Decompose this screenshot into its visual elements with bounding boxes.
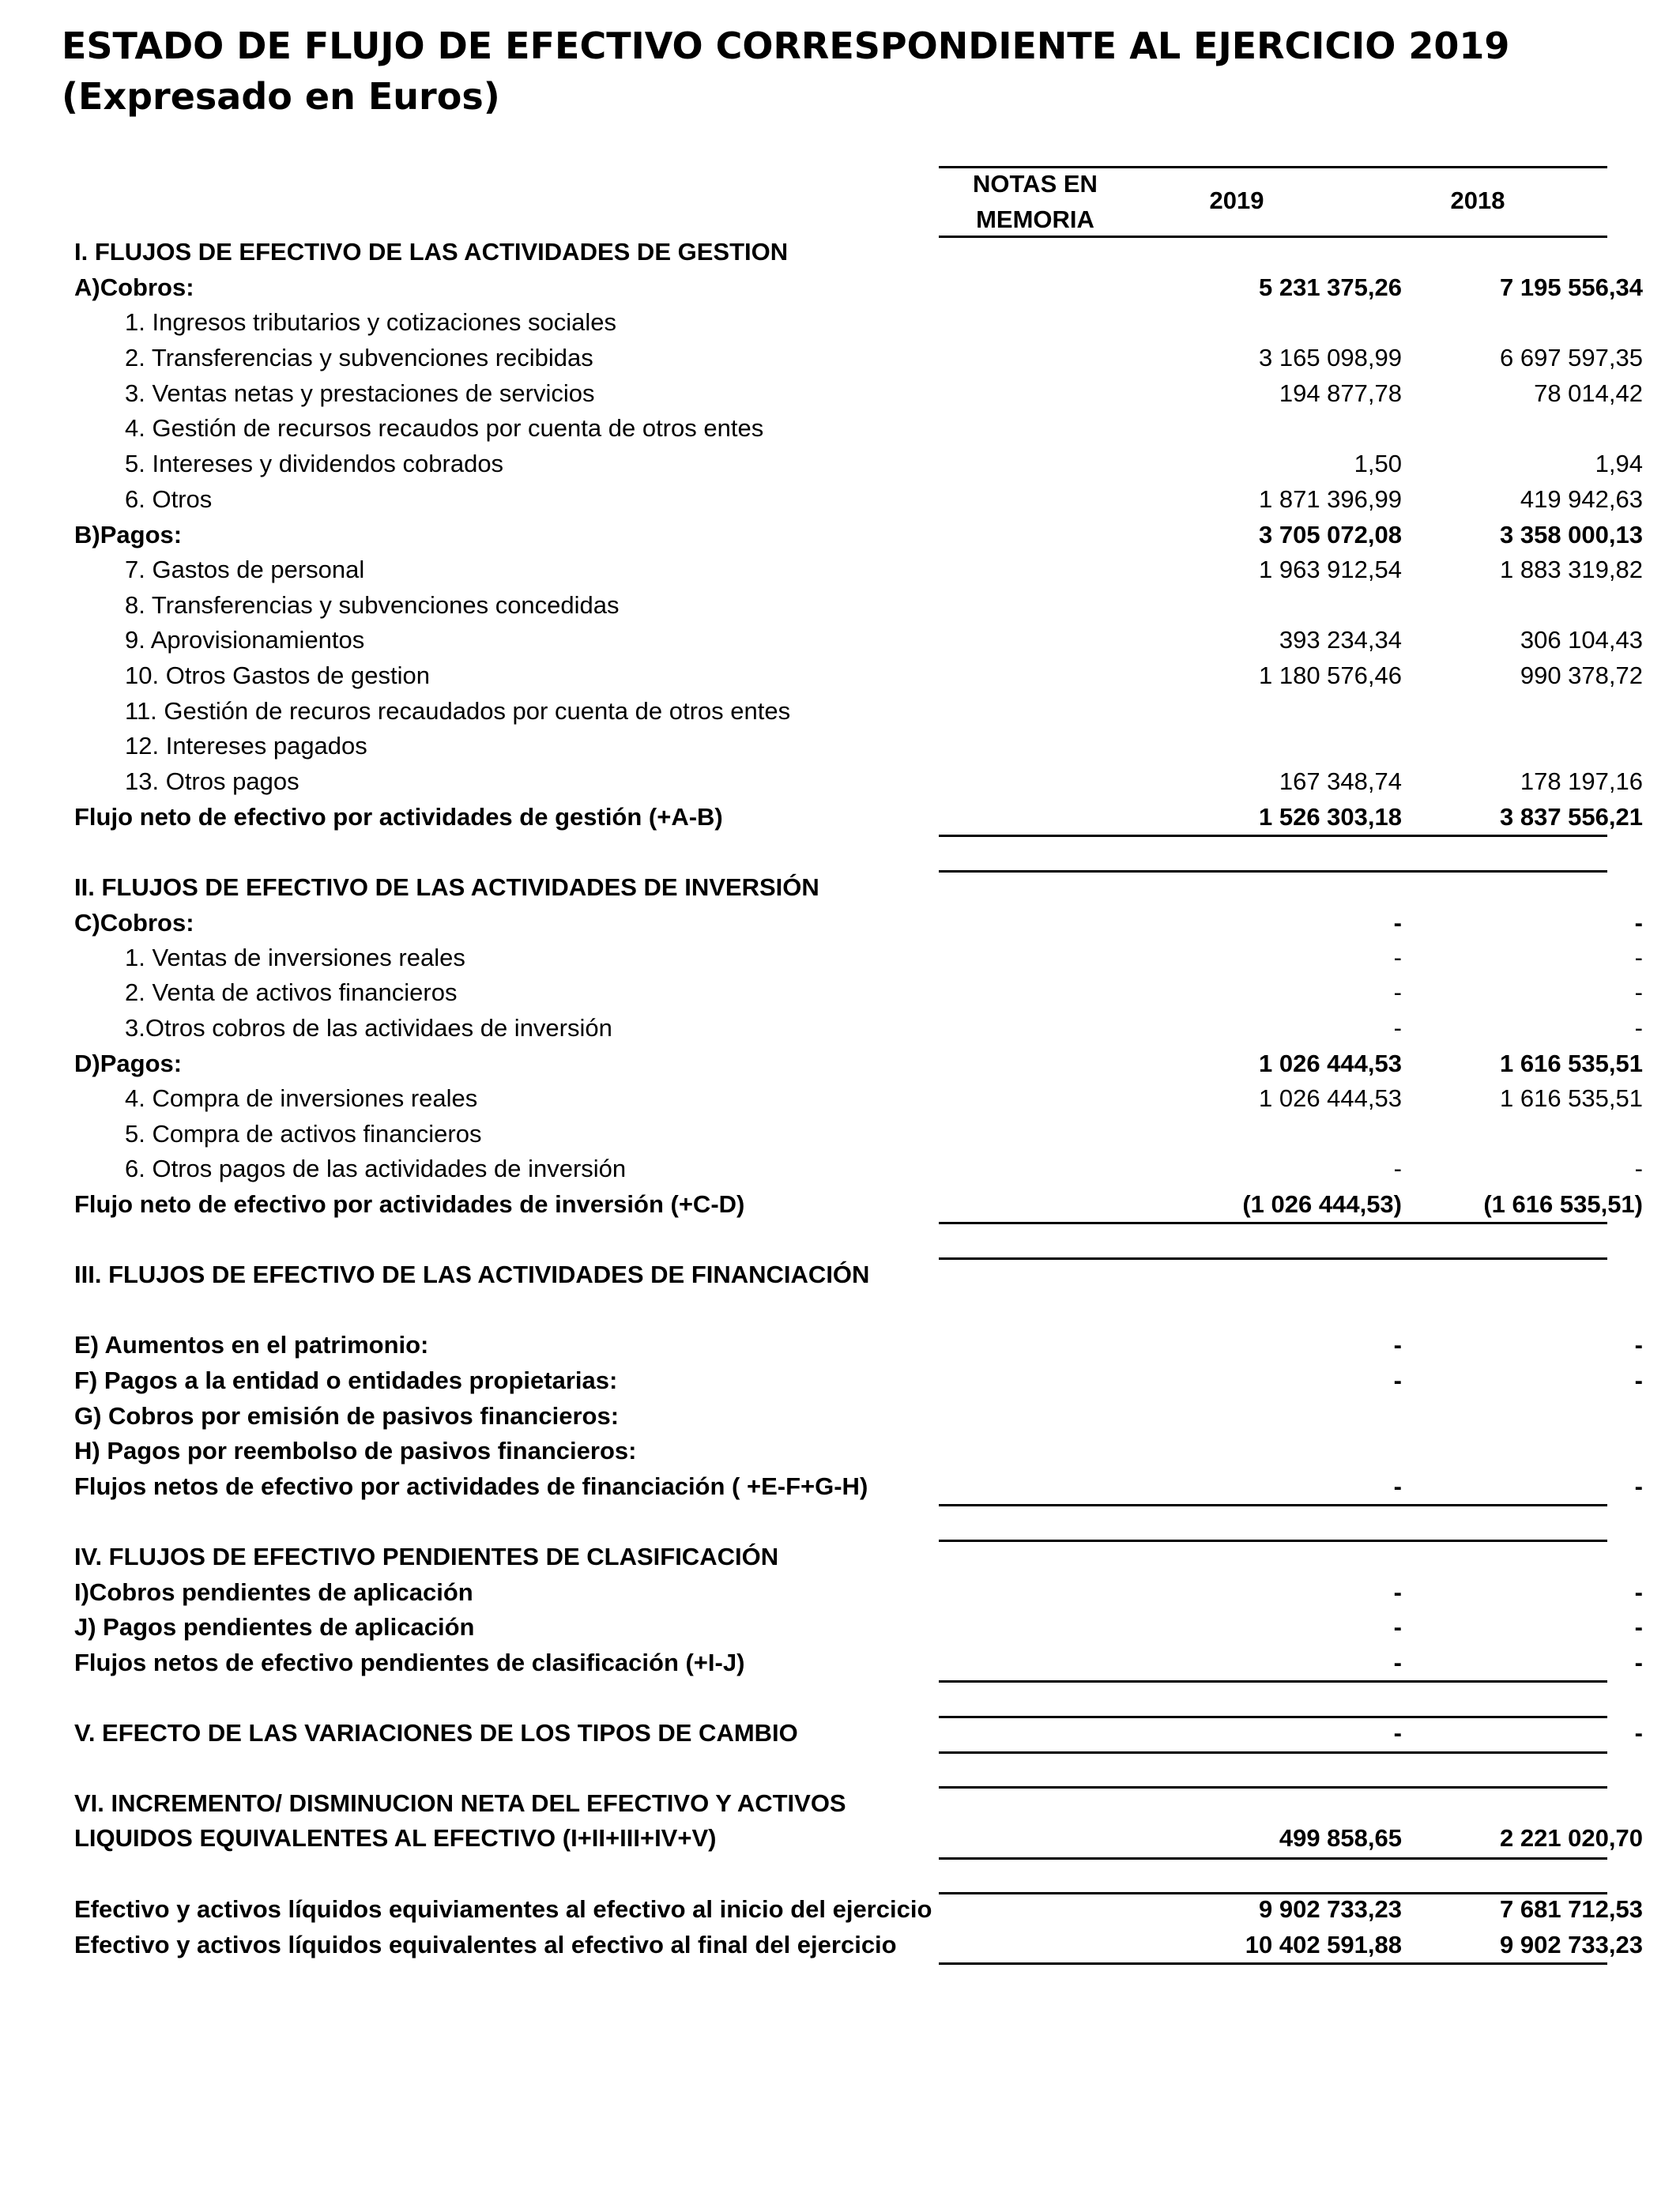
row-label: D)Pagos: bbox=[74, 1050, 183, 1077]
value-2019: 1 026 444,53 bbox=[1258, 1084, 1402, 1112]
value-2018: - bbox=[1634, 1155, 1643, 1182]
row-label: 8. Transferencias y subvenciones concedidas bbox=[125, 591, 620, 619]
header-bottom-rule bbox=[939, 236, 1607, 238]
value-2019: 167 348,74 bbox=[1279, 767, 1402, 795]
value-2018: 1,94 bbox=[1595, 450, 1643, 477]
row-label: III. FLUJOS DE EFECTIVO DE LAS ACTIVIDADES DE FINANCIACIÓN bbox=[74, 1261, 870, 1288]
header-notas-line1: NOTAS EN bbox=[973, 170, 1098, 198]
header-col-2018: 2018 bbox=[1450, 187, 1505, 214]
value-2018: - bbox=[1634, 1367, 1643, 1394]
section-rule bbox=[939, 1680, 1607, 1683]
value-2019: - bbox=[1393, 944, 1402, 971]
value-2018: - bbox=[1634, 1578, 1643, 1606]
value-2018: - bbox=[1634, 944, 1643, 971]
value-2018: - bbox=[1634, 1014, 1643, 1042]
row-label: A)Cobros: bbox=[74, 273, 194, 301]
row-label: Flujo neto de efectivo por actividades de gestión (+A-B) bbox=[74, 803, 723, 831]
row-label: 5. Intereses y dividendos cobrados bbox=[125, 450, 504, 477]
row-label: 4. Compra de inversiones reales bbox=[125, 1084, 478, 1112]
value-2019: 1 180 576,46 bbox=[1258, 662, 1402, 689]
value-2019: - bbox=[1393, 1367, 1402, 1394]
value-2019: - bbox=[1393, 978, 1402, 1006]
row-label: VI. INCREMENTO/ DISMINUCION NETA DEL EFECTIVO Y ACTIVOS bbox=[74, 1789, 846, 1817]
row-label: II. FLUJOS DE EFECTIVO DE LAS ACTIVIDADES DE INVERSIÓN bbox=[74, 873, 819, 901]
row-label: B)Pagos: bbox=[74, 521, 183, 548]
value-2019: (1 026 444,53) bbox=[1242, 1190, 1402, 1218]
value-2018: - bbox=[1634, 1649, 1643, 1676]
value-2019: 3 705 072,08 bbox=[1258, 521, 1402, 548]
value-2018: 306 104,43 bbox=[1520, 626, 1643, 654]
bottom-rule bbox=[939, 1962, 1607, 1965]
value-2019: - bbox=[1393, 1719, 1402, 1747]
value-2019: 10 402 591,88 bbox=[1245, 1931, 1402, 1958]
value-2018: 178 197,16 bbox=[1520, 767, 1643, 795]
row-label: E) Aumentos en el patrimonio: bbox=[74, 1331, 429, 1359]
row-label: 7. Gastos de personal bbox=[125, 556, 365, 583]
value-2019: - bbox=[1393, 1472, 1402, 1500]
row-label: 11. Gestión de recuros recaudados por cuenta de otros entes bbox=[125, 697, 791, 725]
document-subtitle: (Expresado en Euros) bbox=[62, 75, 500, 118]
section-rule bbox=[939, 1504, 1607, 1506]
value-2018: - bbox=[1634, 1719, 1643, 1747]
row-label: C)Cobros: bbox=[74, 909, 194, 937]
value-2019: 1 026 444,53 bbox=[1258, 1050, 1402, 1077]
row-label: Flujo neto de efectivo por actividades de inversión (+C-D) bbox=[74, 1190, 745, 1218]
header-notas-line2: MEMORIA bbox=[976, 205, 1094, 233]
row-label-line2: LIQUIDOS EQUIVALENTES AL EFECTIVO (I+II+III+IV+V) bbox=[74, 1824, 717, 1852]
value-2019: - bbox=[1393, 1155, 1402, 1182]
section-rule bbox=[939, 1751, 1607, 1754]
value-2018: 7 681 712,53 bbox=[1499, 1895, 1643, 1923]
row-label: 13. Otros pagos bbox=[125, 767, 299, 795]
value-2018: (1 616 535,51) bbox=[1483, 1190, 1643, 1218]
value-2019: 9 902 733,23 bbox=[1258, 1895, 1402, 1923]
row-label: IV. FLUJOS DE EFECTIVO PENDIENTES DE CLASIFICACIÓN bbox=[74, 1543, 779, 1570]
row-label: 10. Otros Gastos de gestion bbox=[125, 662, 430, 689]
row-label: 6. Otros pagos de las actividades de inversión bbox=[125, 1155, 627, 1182]
row-label: 2. Venta de activos financieros bbox=[125, 978, 458, 1006]
value-2018: 9 902 733,23 bbox=[1499, 1931, 1643, 1958]
row-label: G) Cobros por emisión de pasivos financieros: bbox=[74, 1402, 620, 1430]
value-2018: - bbox=[1634, 1613, 1643, 1641]
document-title: ESTADO DE FLUJO DE EFECTIVO CORRESPONDIENTE AL EJERCICIO 2019 bbox=[62, 25, 1510, 67]
row-label: I)Cobros pendientes de aplicación bbox=[74, 1578, 473, 1606]
value-2018: - bbox=[1634, 909, 1643, 937]
value-2019: 3 165 098,99 bbox=[1258, 344, 1402, 371]
row-label: J) Pagos pendientes de aplicación bbox=[74, 1613, 475, 1641]
value-2018: 6 697 597,35 bbox=[1499, 344, 1643, 371]
value-2018: - bbox=[1634, 1331, 1643, 1359]
value-2018: 3 358 000,13 bbox=[1499, 521, 1643, 548]
row-label: 2. Transferencias y subvenciones recibidas bbox=[125, 344, 593, 371]
row-label: Efectivo y activos líquidos equiviamentes al efectivo al inicio del ejercicio bbox=[74, 1895, 932, 1923]
row-label: 3.Otros cobros de las actividaes de inversión bbox=[125, 1014, 612, 1042]
section-rule bbox=[939, 1786, 1607, 1789]
value-2019: 393 234,34 bbox=[1279, 626, 1402, 654]
section-rule bbox=[939, 1540, 1607, 1542]
value-2019: 5 231 375,26 bbox=[1258, 273, 1402, 301]
value-2019: - bbox=[1393, 1014, 1402, 1042]
header-col-2019: 2019 bbox=[1209, 187, 1264, 214]
value-2018: 1 616 535,51 bbox=[1499, 1084, 1643, 1112]
row-label: H) Pagos por reembolso de pasivos financieros: bbox=[74, 1437, 637, 1465]
row-label: Flujos netos de efectivo por actividades de financiación ( +E-F+G-H) bbox=[74, 1472, 868, 1500]
value-2018: 78 014,42 bbox=[1534, 379, 1643, 407]
row-label: 1. Ingresos tributarios y cotizaciones sociales bbox=[125, 308, 617, 336]
value-2018: 7 195 556,34 bbox=[1499, 273, 1643, 301]
value-2019: 1,50 bbox=[1354, 450, 1402, 477]
value-2019: - bbox=[1393, 909, 1402, 937]
section-rule bbox=[939, 835, 1607, 837]
value-2019: 194 877,78 bbox=[1279, 379, 1402, 407]
row-label: 9. Aprovisionamientos bbox=[125, 626, 365, 654]
value-2018: 3 837 556,21 bbox=[1499, 803, 1643, 831]
value-2019: - bbox=[1393, 1649, 1402, 1676]
row-label: Efectivo y activos líquidos equivalentes al efectivo al final del ejercicio bbox=[74, 1931, 897, 1958]
row-label: 4. Gestión de recursos recaudos por cuenta de otros entes bbox=[125, 414, 764, 442]
value-2019: 499 858,65 bbox=[1279, 1824, 1402, 1852]
section-rule bbox=[939, 870, 1607, 873]
row-label: 5. Compra de activos financieros bbox=[125, 1120, 482, 1148]
value-2019: 1 871 396,99 bbox=[1258, 485, 1402, 513]
value-2018: - bbox=[1634, 1472, 1643, 1500]
value-2019: 1 963 912,54 bbox=[1258, 556, 1402, 583]
value-2019: - bbox=[1393, 1578, 1402, 1606]
section-rule bbox=[939, 1222, 1607, 1224]
value-2018: 1 883 319,82 bbox=[1499, 556, 1643, 583]
row-label: I. FLUJOS DE EFECTIVO DE LAS ACTIVIDADES DE GESTION bbox=[74, 238, 789, 266]
header-notas-memoria bbox=[940, 166, 1130, 237]
value-2019: - bbox=[1393, 1613, 1402, 1641]
value-2018: 990 378,72 bbox=[1520, 662, 1643, 689]
value-2018: - bbox=[1634, 978, 1643, 1006]
row-label: 12. Intereses pagados bbox=[125, 732, 367, 760]
row-label: V. EFECTO DE LAS VARIACIONES DE LOS TIPOS DE CAMBIO bbox=[74, 1719, 798, 1747]
value-2018: 2 221 020,70 bbox=[1499, 1824, 1643, 1852]
value-2019: 1 526 303,18 bbox=[1258, 803, 1402, 831]
row-label: F) Pagos a la entidad o entidades propietarias: bbox=[74, 1367, 618, 1394]
row-label: 1. Ventas de inversiones reales bbox=[125, 944, 465, 971]
value-2019: - bbox=[1393, 1331, 1402, 1359]
row-label: 3. Ventas netas y prestaciones de servicios bbox=[125, 379, 595, 407]
row-label: 6. Otros bbox=[125, 485, 213, 513]
section-rule bbox=[939, 1257, 1607, 1260]
section-rule bbox=[939, 1857, 1607, 1860]
row-label: Flujos netos de efectivo pendientes de clasificación (+I-J) bbox=[74, 1649, 745, 1676]
value-2018: 1 616 535,51 bbox=[1499, 1050, 1643, 1077]
value-2018: 419 942,63 bbox=[1520, 485, 1643, 513]
